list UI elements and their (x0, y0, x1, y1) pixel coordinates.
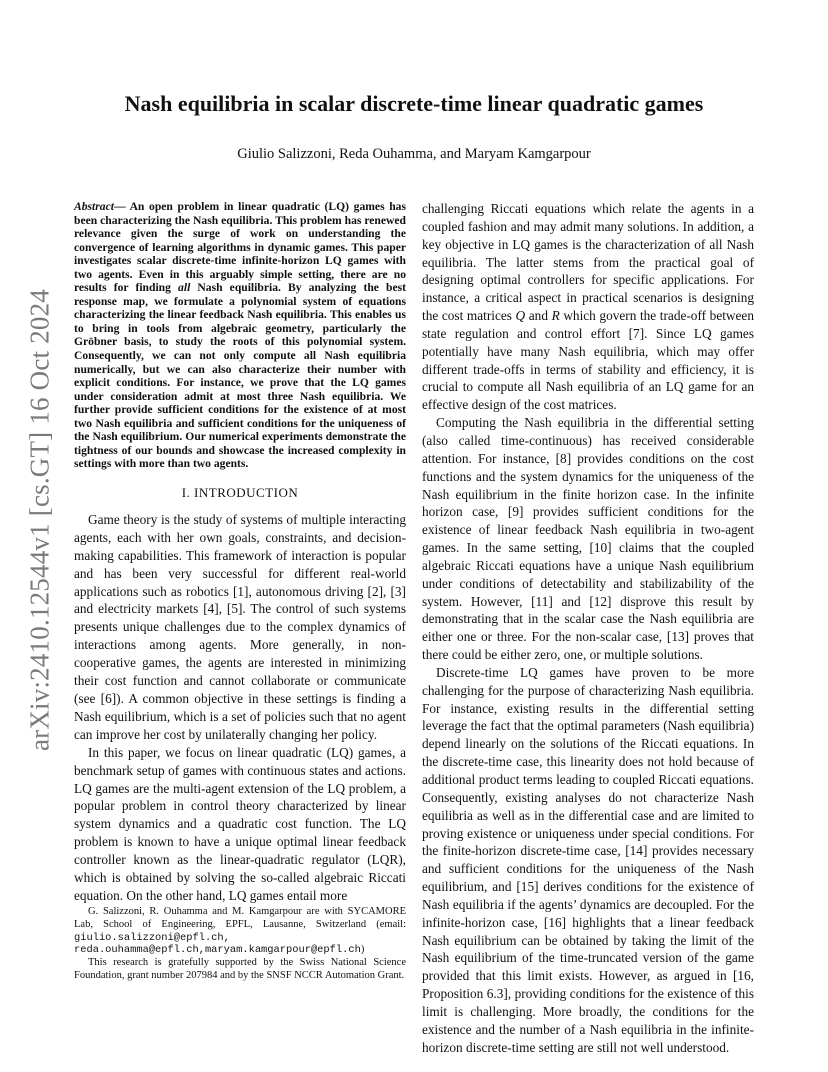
introduction-right-text (422, 200, 754, 1057)
footnote-affiliation: G. Salizzoni, R. Ouhamma and M. Kamgarpour are with SYCAMORE Lab, School of Engineering, EPFL, Lausanne, Switzerland (email: giulio.salizzoni@epfl.ch, reda.ouhamma@epfl.ch,maryam.kamgarpour@epfl.ch) (74, 906, 406, 957)
intro-paragraph-5: Discrete-time LQ games have proven to be more challenging for the purpose of characterizing Nash equilibria. For instance, existing results in the differential setting leverage the fact that the optimal parameters (Nash equilibria) depend linearly on the solutions of the Riccati equations. In the discrete-time case, this linearity does not hold because of additional product terms leading to coupled Riccati equations. Consequently, existing analyses do not characterize Nash equilibria as well as in the differential case and are limited to proving existence or uniqueness under special conditions. For the finite-horizon discrete-time case, [14] provides necessary and sufficient conditions for the uniqueness of the Nash equilibrium, and [15] derives conditions for the existence of Nash equilibria if the agents’ dynamics are decoupled. For the infinite-horizon case, [16] highlights that a linear feedback Nash equilibrium can be obtained by taking the limit of the Nash equilibrium of the time-truncated version of the game provided that this limit exists. However, as argued in [16, Proposition 6.3], providing conditions for the existence of this limit is challenging. More broadly, the conditions for the existence and the number of a Nash equilibria in the infinite-horizon discrete-time setting are still not well understood. (422, 664, 754, 1055)
abstract (74, 200, 406, 471)
math-q: Q (515, 308, 526, 324)
arxiv-identifier-stamp: arXiv:2410.12544v1 [cs.GT] 16 Oct 2024 (24, 288, 55, 752)
intro-paragraph-4: Computing the Nash equilibria in the differential setting (also called time-continuous) has received considerable attention. For instance, [8] provides conditions on the cost functions and the system dynamics for the uniqueness of the Nash equilibrium in the finite horizon case. In the infinite horizon case, [9] provides sufficient conditions for the existence of linear feedback Nash equilibria in two-agent games. In the same setting, [10] claims that the coupled algebraic Riccati equations have a unique Nash equilibrium under conditions of detectability and stabilizability of the system. However, [11] and [12] disprove this result by demonstrating that in the scalar case the Nash equilibria are either one or three. For the non-scalar case, [13] proves that there could be either zero, one, or multiple solutions. (422, 415, 754, 663)
right-column (422, 200, 754, 1057)
intro-paragraph-1: Game theory is the study of systems of multiple interacting agents, each with her own goals, constraints, and decision-making capabilities. This framework of interaction is popular and has been very successful for different real-world applications such as robotics [1], autonomous driving [2], [3] and electricity markets [4], [5]. The control of such systems presents unique challenges due to the complex dynamics of interactions among agents. More generally, in non-cooperative games, the agents are interested in minimizing their cost function and cannot collaborate or communicate (see [6]). A common objective in these settings is finding a Nash equilibrium, which is a set of policies such that no agent can improve her cost by unilaterally changing her policy. (74, 511, 406, 742)
intro-paragraph-3: challenging Riccati equations which relate the agents in a coupled fashion and may admit many solutions. In addition, a key objective in LQ games is the characterization of all Nash equilibria. The latter stems from the practical goal of designing optimal controllers for specific applications. For instance, a critical aspect in practical scenarios is designing the cost matrices Q and R which govern the trade-off between state regulation and control effort [7]. Since LQ games potentially have many Nash equilibria, which may offer different trade-offs in terms of stability and efficiency, it is crucial to compute all Nash equilibria of an LQ game for an effective design of the cost matrices. (422, 201, 754, 413)
abstract-text-part1: An open problem in linear quadratic (LQ) games has been characterizing the Nash equilibria. This problem has renewed relevance given the surge of work on understanding the convergence of learning algorithms in dynamic games. This paper investigates scalar discrete-time infinite-horizon LQ games with two agents. Even in this arguably simple setting, there are no results for finding (74, 200, 406, 295)
left-column (74, 200, 406, 905)
abstract-dash: — (113, 200, 130, 213)
abstract-text-part2: Nash equilibria. By analyzing the best response map, we formulate a polynomial system of equations characterizing the linear feedback Nash equilibria. This enables us to bring in tools from algebraic geometry, particularly the Gröbner basis, to study the roots of this polynomial system. Consequently, we can not only compute all Nash equilibria numerically, but we can also characterize their number with explicit conditions. For instance, we prove that the LQ games under consideration admit at most three Nash equilibria. We further provide sufficient conditions for the existence of at most two Nash equilibria and sufficient conditions for the uniqueness of the Nash equilibrium. Our numerical experiments demonstrate the tightness of our bounds and showcase the increased complexity in settings with more than two agents. (74, 281, 406, 471)
abstract-emphasis: all (178, 281, 191, 295)
intro-paragraph-2: In this paper, we focus on linear quadratic (LQ) games, a benchmark setup of games with continuous states and actions. LQ games are the multi-agent extension of the LQ problem, a popular problem in control theory characterized by linear system dynamics and a quadratic cost function. The LQ problem is known to have a unique optimal linear feedback controller known as the linear-quadratic regulator (LQR), which is obtained by solving the so-called algebraic Riccati equation. On the other hand, LQ games entail more (74, 744, 406, 903)
footnote-email-2: reda.ouhamma@epfl.ch,maryam.kamgarpour@epfl.ch (74, 944, 361, 957)
paper-authors: Giulio Salizzoni, Reda Ouhamma, and Maryam Kamgarpour (237, 146, 591, 162)
author-footnote (74, 906, 406, 983)
math-r: R (551, 308, 560, 324)
paper-title: Nash equilibria in scalar discrete-time linear quadratic games (124, 91, 704, 116)
footnote-email-1: giulio.salizzoni@epfl.ch, (74, 931, 230, 944)
abstract-label: Abstract (74, 200, 114, 213)
introduction-left-text (74, 511, 406, 905)
section-heading-introduction: I. INTRODUCTION (181, 484, 299, 500)
footnote-funding: This research is gratefully supported by the Swiss National Science Foundation, grant number 207984 and by the SNSF NCCR Automation Grant. (74, 957, 406, 981)
